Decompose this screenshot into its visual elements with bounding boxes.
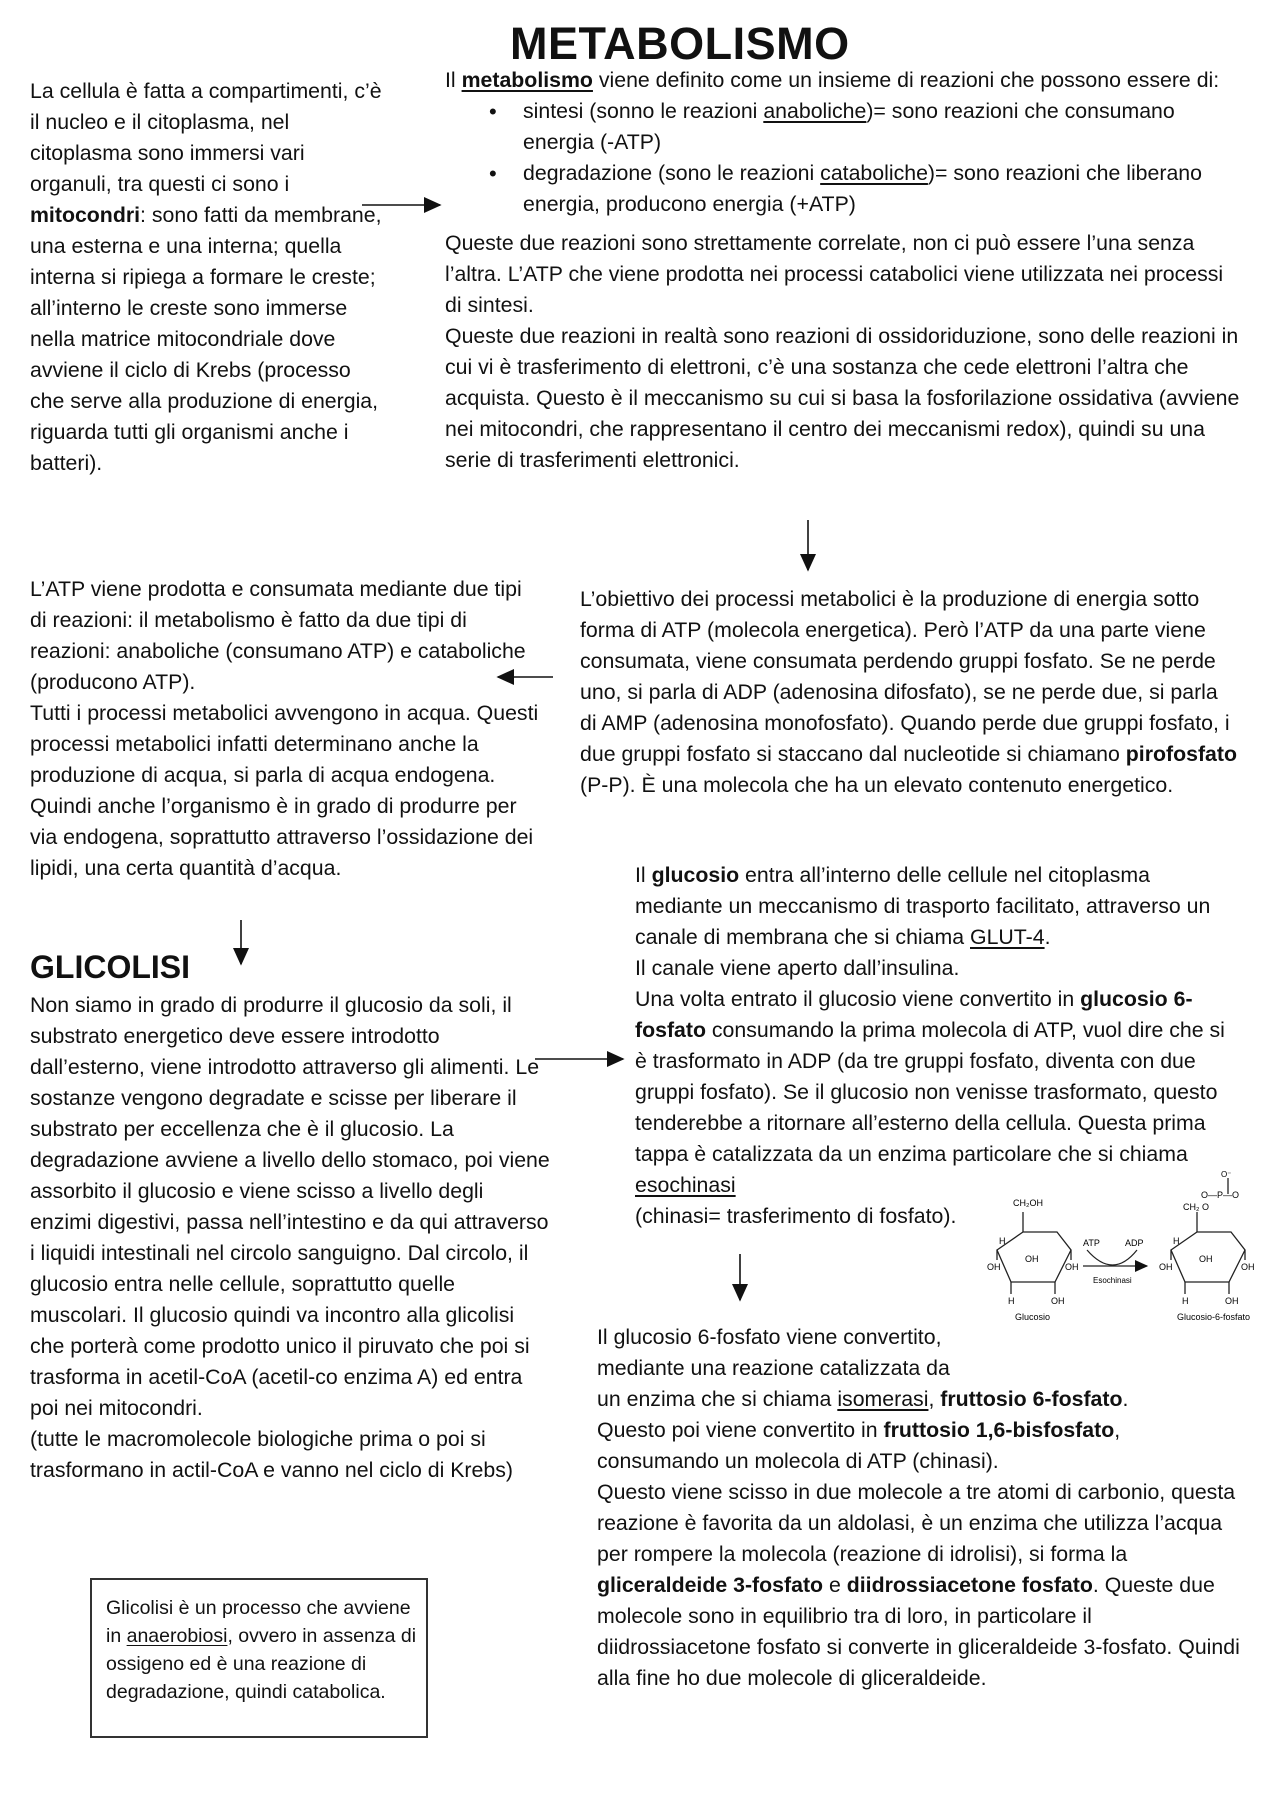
text-span: )= sono reazioni che liberano energia, producono energia (+ATP) xyxy=(523,161,1202,216)
ch2oh-label: CH₂OH xyxy=(1013,1198,1043,1208)
glucosio-paragraph-4: (chinasi= trasferimento di fosfato). xyxy=(635,1204,957,1228)
text-span: un enzima che si chiama xyxy=(597,1387,838,1411)
oh-label: OH xyxy=(1241,1262,1255,1272)
bold-term: metabolismo xyxy=(461,68,593,92)
oh-label: OH xyxy=(1225,1296,1239,1306)
glucosio-paragraph-2: Il canale viene aperto dall’insulina. xyxy=(635,956,960,980)
text-span: (P-P). È una molecola che ha un elevato contenuto energetico. xyxy=(580,773,1174,797)
text-span: . xyxy=(1122,1387,1129,1411)
adp-label: ADP xyxy=(1125,1238,1144,1248)
text-span: Glicolisi è un processo che avviene in xyxy=(106,1597,411,1647)
underlined-term: esochinasi xyxy=(635,1173,736,1197)
text-span: , consumando un molecola di ATP (chinasi). xyxy=(597,1418,1121,1473)
glucose-label: Glucosio xyxy=(1015,1312,1051,1322)
text-span: consumando la prima molecola di ATP, vuol dire che si è trasformato in ADP (da tre gruppi fosfato, diventa con due gruppi fosfato). Se il glucosio non venisse trasformato, questo tenderebbe a ritornare all’esterno della cellula. Questa prima tappa è catalizzata da un enzima particolare che si chiama xyxy=(635,1018,1225,1166)
text-span: degradazione (sono le reazioni xyxy=(523,161,821,185)
g6p-line-1: Il glucosio 6-fosfato viene convertito, xyxy=(597,1325,942,1349)
phosphate-label: O—P—O xyxy=(1201,1190,1240,1200)
text-span: . Queste due molecole sono in equilibrio tra di loro, in particolare il diidrossiacetone fosfato si converte in gliceraldeide 3-fosfato. Quindi alla fine ho due molecole di gliceraldeide. xyxy=(597,1573,1240,1690)
atp-label: ATP xyxy=(1083,1238,1100,1248)
text-span: Il xyxy=(445,68,462,92)
oh-label: OH xyxy=(1025,1254,1039,1264)
hexokinase-reaction-diagram xyxy=(975,1170,1265,1355)
text-span: entra all’interno delle cellule nel citoplasma mediante un meccanismo di trasporto facilitato, attraverso un canale di membrana che si chiama xyxy=(635,863,1211,949)
text-span: Questo viene scisso in due molecole a tre atomi di carbonio, questa reazione è favorita da un aldolasi, è un enzima che utilizza l’acqua per rompere la molecola (reazione di idrolisi), si forma la xyxy=(597,1480,1236,1566)
text-span: Una volta entrato il glucosio viene convertito in xyxy=(635,987,1081,1011)
oh-label: OH xyxy=(1199,1254,1213,1264)
text-span: , xyxy=(928,1387,941,1411)
oh-label: OH xyxy=(1159,1262,1173,1272)
h-label: H xyxy=(1182,1296,1189,1306)
text-span: sintesi (sonno le reazioni xyxy=(523,99,764,123)
text-span: , ovvero in assenza di ossigeno ed è una reazione di degradazione, quindi catabolica. xyxy=(106,1625,417,1703)
enzyme-label: Esochinasi xyxy=(1093,1276,1132,1285)
metabolismo-paragraph-1: Queste due reazioni sono strettamente correlate, non ci può essere l’una senza l’altra. L’ATP che viene prodotta nei processi catabolici viene utilizzata nei processi di sintesi. xyxy=(445,231,1224,317)
oh-label: OH xyxy=(1065,1262,1079,1272)
bold-term: pirofosfato xyxy=(1125,742,1237,766)
bold-term: fruttosio 6-fosfato xyxy=(940,1387,1123,1411)
oh-label: OH xyxy=(987,1262,1001,1272)
text-span: Il xyxy=(635,863,652,887)
bold-term: gliceraldeide 3-fosfato xyxy=(597,1573,824,1597)
text-span: Questo poi viene convertito in xyxy=(597,1418,884,1442)
underlined-term: GLUT-4 xyxy=(970,925,1045,949)
h-label: H xyxy=(999,1236,1006,1246)
g6p-line-2: mediante una reazione catalizzata da xyxy=(597,1356,950,1380)
bold-term: diidrossiacetone fosfato xyxy=(846,1573,1093,1597)
text-span: L’obiettivo dei processi metabolici è la produzione di energia sotto forma di ATP (molecola energetica). Però l’ATP da una parte viene consumata, viene consumata perdendo gruppi fosfato. Se ne perde uno, si parla di ADP (adenosina difosfato), se ne perde due, si parla di AMP (adenosina monofosfato). Quando perde due gruppi fosfato, i due gruppi fosfato si staccano dal nucleotide si chiamano xyxy=(580,587,1230,766)
text-span: : sono fatti da membrane, una esterna e una interna; quella interna si ripiega a formare le creste; all’interno le creste sono immerse nella matrice mitocondriale dove avviene il ciclo di Krebs (processo che serve alla produzione di energia, riguarda tutti gli organismi anche i batteri). xyxy=(30,203,382,475)
text-span: viene definito come un insieme di reazioni che possono essere di: xyxy=(592,68,1220,92)
glicolisi-paragraph-1: Non siamo in grado di produrre il glucosio da soli, il substrato energetico deve essere introdotto dall’esterno, viene introdotto attraverso gli alimenti. Le sostanze vengono degradate e scisse per liberare il substrato per eccellenza che è il glucosio. La degradazione avviene a livello dello stomaco, poi viene assorbito il glucosio e viene scisso a livello degli enzimi digestivi, passa nell’intestino e da qui attraverso i liquidi intestinali nel circolo sanguigno. Dal circolo, il glucosio entra nelle cellule, soprattutto quelle muscolari. Il glucosio quindi va incontro alla glicolisi che porterà come prodotto unico il piruvato che poi si trasforma in acetil-CoA (acetil-co enzima A) ed entra poi nei mitocondri. xyxy=(30,993,550,1420)
o-minus-label: O⁻ xyxy=(1221,1170,1232,1179)
h-label: H xyxy=(1173,1236,1180,1246)
ch2o-label: CH₂ O xyxy=(1183,1202,1209,1212)
glicolisi-heading: GLICOLISI xyxy=(30,949,190,985)
text-span: La cellula è fatta a compartimenti, c’è il nucleo e il citoplasma, nel citoplasma sono immersi vari organuli, tra questi ci sono i xyxy=(30,79,382,196)
bold-term: glucosio 6-fosfato xyxy=(635,987,1193,1042)
reaction-curve-arrow-icon xyxy=(1087,1250,1137,1265)
text-span: e xyxy=(823,1573,847,1597)
h-label: H xyxy=(1008,1296,1015,1306)
g6p-label: Glucosio-6-fosfato xyxy=(1177,1312,1251,1322)
underlined-term: isomerasi xyxy=(837,1387,929,1411)
oh-label: OH xyxy=(1051,1296,1065,1306)
bold-term: glucosio xyxy=(651,863,740,887)
metabolismo-paragraph-2: Queste due reazioni in realtà sono reazioni di ossidoriduzione, sono delle reazioni in cui vi è trasferimento di elettroni, c’è una sostanza che cede elettroni l’altra che acquista. Questo è il meccanismo su cui si basa la fosforilazione ossidativa (avviene nei mitocondri, che rappresentano il centro dei meccanismi redox), quindi su una serie di trasferimenti elettronici. xyxy=(445,324,1240,472)
atp-paragraph: L’ATP viene prodotta e consumata mediante due tipi di reazioni: il metabolismo è fatto da due tipi di reazioni: anaboliche (consumano ATP) e cataboliche (producono ATP). xyxy=(30,577,526,694)
glucose-structure xyxy=(997,1212,1071,1294)
glicolisi-paragraph-2: (tutte le macromolecole biologiche prima o poi si trasformano in actil-CoA e vanno nel ciclo di Krebs) xyxy=(30,1427,513,1482)
bold-term: mitocondri xyxy=(30,203,141,227)
page-title: METABOLISMO xyxy=(510,18,850,69)
underlined-term: anaboliche xyxy=(763,99,867,123)
underlined-term: cataboliche xyxy=(820,161,928,185)
text-span: )= sono reazioni che consumano energia (-ATP) xyxy=(523,99,1175,154)
acqua-paragraph: Tutti i processi metabolici avvengono in acqua. Questi processi metabolici infatti determinano anche la produzione di acqua, si parla di acqua endogena. Quindi anche l’organismo è in grado di produrre per via endogena, soprattutto attraverso l’ossidazione dei lipidi, una certa quantità d’acqua. xyxy=(30,701,539,880)
underlined-term: anaerobiosi xyxy=(126,1625,228,1647)
text-span: . xyxy=(1044,925,1051,949)
bold-term: fruttosio 1,6-bisfosfato xyxy=(883,1418,1115,1442)
